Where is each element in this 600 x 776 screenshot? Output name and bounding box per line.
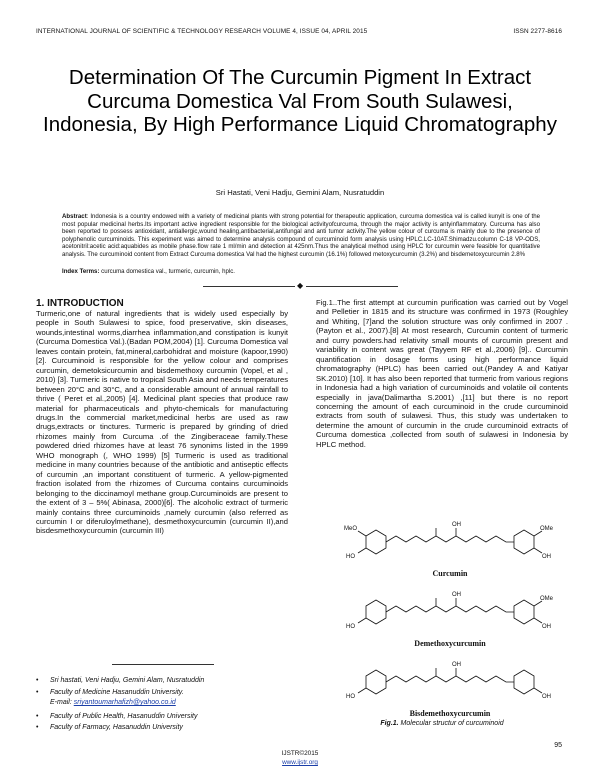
index-terms-label: Index Terms: [62, 268, 100, 275]
figure-caption [316, 720, 568, 727]
curcumin-right-top-label: OMe [540, 526, 554, 532]
index-terms [62, 268, 540, 275]
paper-title: Determination Of The Curcumin Pigment In Extract Curcuma Domestica Val From South Sulawesi, Indonesia, By High Performance Liquid Chromatography [43, 66, 557, 136]
bisdemethoxycurcumin-structure [358, 668, 542, 694]
section-heading: 1. INTRODUCTION [36, 298, 124, 309]
bisdemethoxy-oh-label: OH [452, 662, 461, 668]
divider-line-left [203, 286, 295, 287]
journal-header: INTERNATIONAL JOURNAL OF SCIENTIFIC & TECHNOLOGY RESEARCH VOLUME 4, ISSUE 04, APRIL 2015 [36, 28, 368, 35]
demethoxycurcumin-structure [358, 598, 542, 624]
demethoxy-left-bottom-label: HO [346, 624, 355, 630]
curcumin-left-bottom-label: HO [346, 554, 355, 560]
abstract-label: Abstract [62, 213, 87, 220]
footnote-affiliation-medicine [36, 688, 184, 697]
curcumin-right-bottom-label: OH [542, 554, 551, 560]
footnote-text: Faculty of Farmacy, Hasanuddin University [50, 724, 183, 731]
abstract-text: : Indonesia is a country endowed with a variety of medicinal plants with strong potential for therapeutic application, curcuma domestica val is called kunyit is one of the most popular medicinal herbs.Its important active ingredient responsible for the biological activityofcurcuma, through the major activity is antyinflammatory. Curcuma has also been reported to possess antioxidant, antiallergic,wound healing,antibacterial,antifungal and anti tumor activity.The yellow colour of curcuma is mainly due to the presence of polyphenolic curcuminoids. This experiment was aimed to determine analysis compound of curcuminoid form analysis using HPLC.LC-10AT.Shimadzu.column C-18 VP-ODS, acetonitril:acetic acid:aquabides as mobile phase.flow rate 1 ml/min and detection at 425nm.Thus the analytical method using HPLC for curcumin were feasible for quantitative analysis. The curcuminoid content from Extract Curcuma domestica Val had the highest curcumin (16.1%) followed metoxycurcumin (3.2%) and bisdemetoxycurcumin 2.8% [62, 213, 540, 258]
body-text-right-column: Fig.1..The first attempt at curcumin purification was carried out by Vogel and Pelletier in 1815 and its structure was confirmed in 1973 (Roughley and Whiting, [7]and the solution structure was only confirmed in 2007 .(Payton et al., 2007).[8] At most research, Curcumin content of turmeric and curry powders.had relativity small mounts of curcumin present and variability in content was great (Tayyem RF et al.,2006) [9].. Curcumin quantification in dosage forms using high performance liquid chromatography (HPLC) has been carried out.(Pandey A and Katiyar SK.2010) [10]. It has also been reported that turmeric from various regions in Indonesia had a high variation of curcuminoids and volatile oil contents especially in java(Dalimartha S.2001) ,[11] but there is no report concerning the amount of each curcuminoid in the crude curcuminoid extracts from south of sulawesi. Thus, this study was undertaken to determine the amount of curcumin in the crude curcuminoid extracts of Curcuma domestica ,collected from south of sulawesi in Indonesia by HPLC method. [316, 298, 568, 449]
footnote-rule [112, 664, 214, 665]
demethoxycurcumin-name-label: Demethoxycurcumin [414, 639, 486, 648]
author-list: Sri Hastati, Veni Hadju, Gemini Alam, Nusratuddin [215, 188, 385, 197]
body-text-left-column: Turmeric,one of natural ingredients that is widely used especially by people in South Sulawesi to spice, food preservative, skin diseases, wounds,intestinal worms,diarrhea inflammation,and constipation is kunyit (Curcuma Domestica Val.).(Badan POM,2004) [1]. Curcuma Domestica val leaves contain protein, fat,mineral,carbohidrat and moisture (kapoor,1990) [2]. Curcuminoid is responsible for the yellow colour and comprises curcumin, demetoksicurcumin and bisdemethoxy curcumin (Vopel, et al , 2010) [3]. Turmeric is native to tropical South Asia and needs temperatures between 20°C and 30°C, and a considerable amount of annual rainfall to thrive ( Peret et al.,2005) [4]. Medicinal plant species that produce raw material for pharmaceuticals and phyto-chemicals for manufacturing drugs.In the commercial market,medicinal herbs are used as raw drugs,extracts or tinctures. Turmeric is prepared by grinding of dried rhizomes mainly from Curcuma .of the Zingiberaceae family.These powdered dried rhizomes have at least 76 synonims listed in the 1999 WHO monograph (, WHO 1999) [5] Turmeric is used as traditional medicine in many countries because of the antibiotic and antiseptic effects of curcumin ,an important constituent of turmeric. A yellow-pigmented fraction isolated from the rhizomes of Curcuma contains curcuminoids belonging to the diccinamoyl methane group.Curcuminoids are present to the extent of 3 – 5%( Abinasa, 2000)[6]. The alcoholic extract of turmeric mainly contains three curcuminoids ,namely curcumin (also referred as curcumin I or diferuloylmethane), desmethoxycurcumin (curcumin II),and bisdesmethoxycurcumin (curcumin III) [36, 309, 288, 536]
footer-url-link[interactable]: www.ijstr.org [282, 759, 318, 766]
footnote-email [36, 698, 176, 707]
bullet-icon: • [36, 713, 39, 720]
footnote-text: Faculty of Public Health, Hasanuddin University [50, 713, 198, 720]
footnote-affiliation-farmacy [36, 723, 183, 732]
bisdemethoxy-left-bottom-label: HO [346, 694, 355, 700]
divider-diamond: ◆ [297, 280, 304, 290]
footnote-text: Sri hastati, Veni Hadju, Gemini Alam, Nusratuddin [50, 677, 205, 684]
bullet-icon: • [36, 677, 39, 684]
footnote-affiliation-public-health [36, 712, 197, 721]
divider-line-right [306, 286, 398, 287]
page-number: 95 [554, 742, 562, 749]
figure-caption-text: Molecular structur of curcuminoid [398, 720, 504, 727]
abstract [62, 213, 540, 259]
footer-org: IJSTR©2015 [281, 750, 319, 757]
demethoxy-right-top-label: OMe [540, 596, 554, 602]
bisdemethoxy-right-bottom-label: OH [542, 694, 551, 700]
curcumin-structure [358, 528, 542, 554]
bullet-icon: • [36, 689, 39, 696]
footnote-authors [36, 676, 204, 685]
curcumin-left-top-label: MeO [344, 526, 358, 532]
demethoxy-right-bottom-label: OH [542, 624, 551, 630]
molecular-structure-figure [344, 518, 556, 723]
bisdemethoxycurcumin-name-label: Bisdemethoxycurcumin [409, 709, 491, 718]
figure-caption-label: Fig.1. [380, 720, 399, 727]
footnote-text: Faculty of Medicine Hasanuddin University. [50, 689, 184, 696]
issn-label: ISSN 2277-8616 [513, 28, 562, 35]
curcumin-oh-label: OH [452, 522, 461, 528]
demethoxy-oh-label: OH [452, 592, 461, 598]
curcumin-name-label: Curcumin [432, 569, 468, 578]
email-link[interactable]: sriyantoumarhafizh@yahoo.co.id [73, 699, 176, 706]
index-terms-text: curcuma domestica val., turmeric, curcumin, hplc. [99, 268, 235, 275]
bullet-icon: • [36, 724, 39, 731]
footer-url-wrap [0, 759, 600, 766]
email-label: E-mail: [50, 699, 74, 706]
